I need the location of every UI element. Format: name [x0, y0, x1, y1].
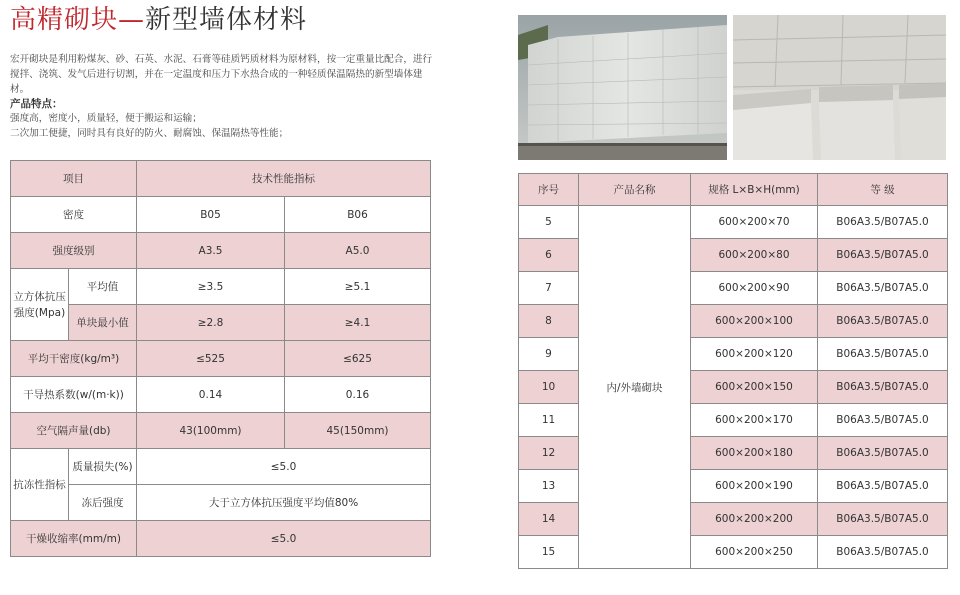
- strength-grade-a: A3.5: [137, 233, 285, 269]
- row-grade: B06A3.5/B07A5.0: [818, 206, 948, 239]
- frost-label: 抗冻性指标: [11, 449, 69, 521]
- grade-header-no: 序号: [519, 174, 579, 206]
- table-row: [11, 305, 431, 341]
- row-grade: B06A3.5/B07A5.0: [818, 371, 948, 404]
- sound-label: 空气隔声量(db): [11, 413, 137, 449]
- cube-avg-label: 平均值: [69, 269, 137, 305]
- row-grade: B06A3.5/B07A5.0: [818, 272, 948, 305]
- row-number: 7: [519, 272, 579, 305]
- grade-header-grade: 等 级: [818, 174, 948, 206]
- strength-grade-label: 强度级别: [11, 233, 137, 269]
- strength-grade-b: A5.0: [285, 233, 431, 269]
- cube-strength-label: 立方体抗压强度(Mpa): [11, 269, 69, 341]
- cube-avg-b: ≥5.1: [285, 269, 431, 305]
- warehouse-photo-image: [518, 15, 727, 160]
- product-name: 内/外墙砌块: [579, 206, 691, 569]
- row-grade: B06A3.5/B07A5.0: [818, 404, 948, 437]
- title-part1: 高精砌块: [10, 5, 119, 35]
- shrink-label: 干燥收缩率(mm/m): [11, 521, 137, 557]
- title-part2: 新型墙体材料: [145, 5, 308, 35]
- row-size: 600×200×80: [691, 239, 818, 272]
- cube-min-b: ≥4.1: [285, 305, 431, 341]
- page-title: [10, 2, 307, 38]
- table-row: [11, 449, 431, 485]
- density-a: B05: [137, 197, 285, 233]
- intro-paragraph: 宏开砌块是利用粉煤灰、砂、石英、水泥、石膏等硅质钙质材料为原材料，按一定重量比配合，进行搅拌、浇筑、发气后进行切割，并在一定温度和压力下水热合成的一种轻质保温隔热的新型墙体建材。: [10, 54, 433, 95]
- row-grade: B06A3.5/B07A5.0: [818, 470, 948, 503]
- row-number: 5: [519, 206, 579, 239]
- row-number: 13: [519, 470, 579, 503]
- row-size: 600×200×250: [691, 536, 818, 569]
- row-grade: B06A3.5/B07A5.0: [818, 338, 948, 371]
- table-row: [11, 269, 431, 305]
- warehouse-photo: [518, 15, 727, 160]
- sound-b: 45(150mm): [285, 413, 431, 449]
- row-size: 600×200×190: [691, 470, 818, 503]
- features-list: [10, 111, 438, 141]
- frost-loss-label: 质量损失(%): [69, 449, 137, 485]
- dry-density-label: 平均干密度(kg/m³): [11, 341, 137, 377]
- grade-table: [518, 173, 948, 569]
- row-grade: B06A3.5/B07A5.0: [818, 239, 948, 272]
- block-closeup-photo: [733, 15, 946, 160]
- frost-after-value: 大于立方体抗压强度平均值80%: [137, 485, 431, 521]
- grade-header-name: 产品名称: [579, 174, 691, 206]
- table-row: [11, 413, 431, 449]
- cube-min-label: 单块最小值: [69, 305, 137, 341]
- row-number: 15: [519, 536, 579, 569]
- feature-line: 二次加工便捷，同时具有良好的防火、耐腐蚀、保温隔热等性能；: [10, 128, 289, 139]
- cube-avg-a: ≥3.5: [137, 269, 285, 305]
- dry-density-b: ≤625: [285, 341, 431, 377]
- row-grade: B06A3.5/B07A5.0: [818, 305, 948, 338]
- row-size: 600×200×150: [691, 371, 818, 404]
- shrink-value: ≤5.0: [137, 521, 431, 557]
- dry-density-a: ≤525: [137, 341, 285, 377]
- title-dash: —: [118, 5, 146, 35]
- table-row: [11, 521, 431, 557]
- thermal-b: 0.16: [285, 377, 431, 413]
- sound-a: 43(100mm): [137, 413, 285, 449]
- table-row: [11, 233, 431, 269]
- row-grade: B06A3.5/B07A5.0: [818, 437, 948, 470]
- row-size: 600×200×100: [691, 305, 818, 338]
- table-row: [11, 197, 431, 233]
- spec-header-index: 技术性能指标: [137, 161, 431, 197]
- density-b: B06: [285, 197, 431, 233]
- row-number: 9: [519, 338, 579, 371]
- feature-line: 强度高，密度小，质量轻，便于搬运和运输；: [10, 113, 202, 124]
- row-number: 8: [519, 305, 579, 338]
- spec-table: [10, 160, 431, 557]
- row-number: 14: [519, 503, 579, 536]
- row-number: 6: [519, 239, 579, 272]
- thermal-label: 干导热系数(w/(m·k)): [11, 377, 137, 413]
- row-grade: B06A3.5/B07A5.0: [818, 536, 948, 569]
- table-row: [519, 206, 948, 239]
- row-number: 12: [519, 437, 579, 470]
- row-grade: B06A3.5/B07A5.0: [818, 503, 948, 536]
- row-size: 600×200×180: [691, 437, 818, 470]
- row-size: 600×200×120: [691, 338, 818, 371]
- row-size: 600×200×170: [691, 404, 818, 437]
- cube-min-a: ≥2.8: [137, 305, 285, 341]
- features-heading: 产品特点：: [10, 98, 63, 110]
- frost-after-label: 冻后强度: [69, 485, 137, 521]
- table-row: [11, 485, 431, 521]
- row-number: 11: [519, 404, 579, 437]
- spec-header-item: 项目: [11, 161, 137, 197]
- row-size: 600×200×70: [691, 206, 818, 239]
- block-closeup-image: [733, 15, 946, 160]
- table-row: [11, 377, 431, 413]
- density-label: 密度: [11, 197, 137, 233]
- row-number: 10: [519, 371, 579, 404]
- frost-loss-value: ≤5.0: [137, 449, 431, 485]
- table-row: [11, 341, 431, 377]
- row-size: 600×200×200: [691, 503, 818, 536]
- grade-header-size: 规格 L×B×H(mm): [691, 174, 818, 206]
- thermal-a: 0.14: [137, 377, 285, 413]
- row-size: 600×200×90: [691, 272, 818, 305]
